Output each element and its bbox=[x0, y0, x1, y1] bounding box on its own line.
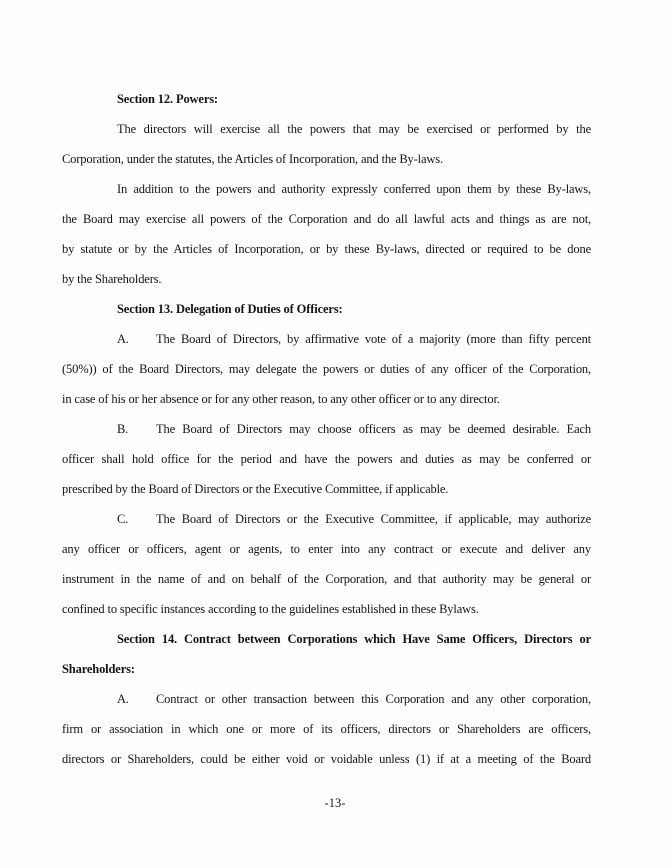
text-line: in case of his or her absence or for any other reason, to any other officer or to any director. bbox=[62, 392, 500, 406]
text-line: (50%)) of the Board Directors, may delegate the powers or duties of any officer of the Corporation, bbox=[62, 362, 591, 376]
text-line: prescribed by the Board of Directors or the Executive Committee, if applicable. bbox=[62, 482, 449, 496]
text-line: C. The Board of Directors or the Executive Committee, if applicable, may authorize bbox=[62, 504, 591, 534]
section-heading-line: Section 12. Powers: bbox=[117, 92, 218, 106]
text-line: any officer or officers, agent or agents, to enter into any contract or execute and deliver any bbox=[62, 542, 591, 556]
section-heading-line: Section 13. Delegation of Duties of Officers: bbox=[117, 302, 343, 316]
text-line: by statute or by the Articles of Incorporation, or by these By-laws, directed or required to be done bbox=[62, 242, 591, 256]
page-number: -13- bbox=[324, 796, 346, 810]
paragraph-letter-label: B. bbox=[117, 422, 129, 436]
text-line: In addition to the powers and authority expressly conferred upon them by these By-laws, bbox=[117, 182, 591, 196]
paragraph-letter-label: A. bbox=[117, 332, 129, 346]
text-line: by the Shareholders. bbox=[62, 272, 162, 286]
text-line: firm or association in which one or more of its officers, directors or Shareholders are officers, bbox=[62, 722, 591, 736]
section-heading-line: Section 14. Contract between Corporations which Have Same Officers, Directors or bbox=[117, 632, 591, 646]
text-line: instrument in the name of and on behalf of the Corporation, and that authority may be general or bbox=[62, 572, 591, 586]
text-line: B. The Board of Directors may choose officers as may be deemed desirable. Each bbox=[62, 414, 591, 444]
text-line: A. The Board of Directors, by affirmative vote of a majority (more than fifty percent bbox=[62, 324, 591, 354]
section-heading-line: Shareholders: bbox=[62, 662, 135, 676]
text-line: A. Contract or other transaction between this Corporation and any other corporation, bbox=[62, 684, 591, 714]
text-line: The directors will exercise all the powers that may be exercised or performed by the bbox=[117, 122, 591, 136]
text-line: Corporation, under the statutes, the Articles of Incorporation, and the By-laws. bbox=[62, 152, 443, 166]
text-line: officer shall hold office for the period and have the powers and duties as may be conferred or bbox=[62, 452, 591, 466]
text-line: the Board may exercise all powers of the Corporation and do all lawful acts and things as are not, bbox=[62, 212, 591, 226]
paragraph-letter-label: A. bbox=[117, 692, 129, 706]
document-body bbox=[62, 84, 591, 774]
text-line: directors or Shareholders, could be either void or voidable unless (1) if at a meeting of the Board bbox=[62, 752, 591, 766]
paragraph-letter-label: C. bbox=[117, 512, 129, 526]
text-line: confined to specific instances according to the guidelines established in these Bylaws. bbox=[62, 602, 479, 616]
